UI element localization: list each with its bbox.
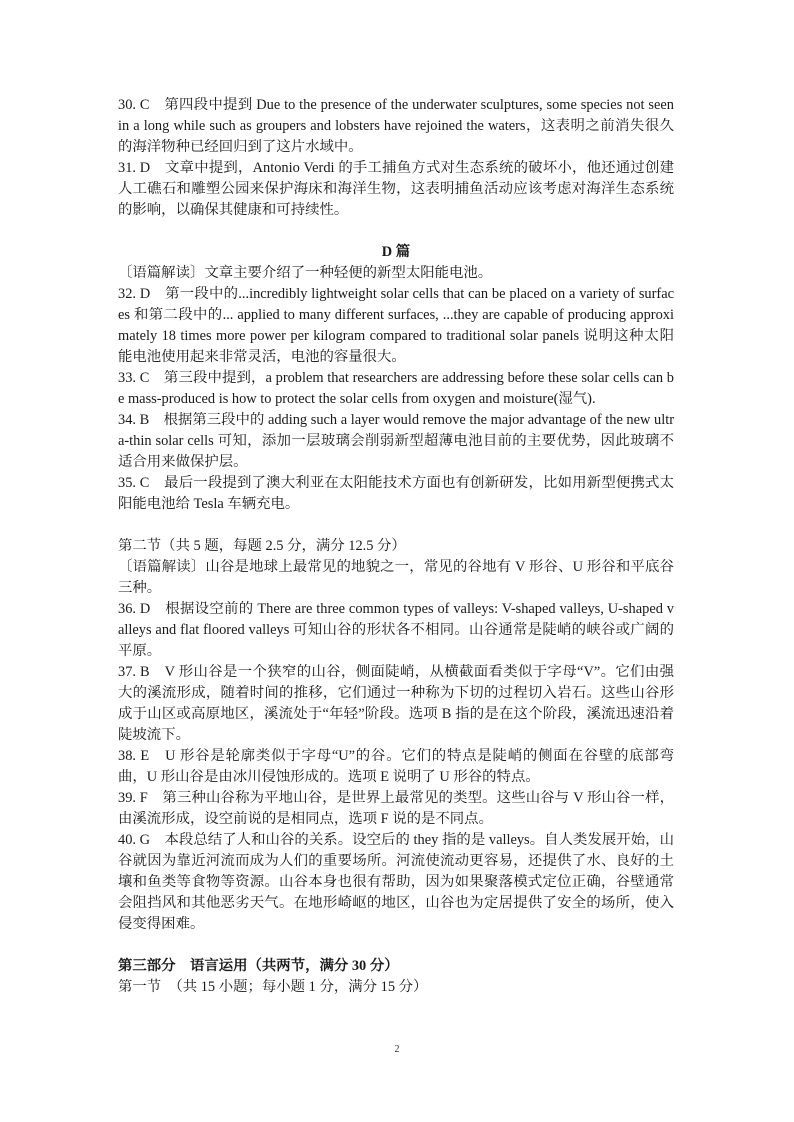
part-three-title: 第三部分 语言运用（共两节，满分 30 分） — [118, 958, 399, 974]
section-d-heading: D 篇 — [381, 244, 411, 260]
answer-38: 38. E U 形谷是轮廓类似于字母“U”的谷。它们的特点是陡峭的侧面在谷壁的底部弯曲，U 形山谷是由冰川侵蚀形成的。选项 E 说明了 U 形谷的特点。 — [118, 748, 674, 785]
answer-36: 36. D 根据设空前的 There are three common types of valleys: V-shaped valleys, U-shaped valleys and flat floored valleys 可知山谷的形状各不相同。山谷通常是陡峭的峡谷或广阔的平原。 — [118, 601, 674, 659]
section-d-intro: 〔语篇解读〕文章主要介绍了一种轻便的新型太阳能电池。 — [118, 265, 493, 281]
page-number: 2 — [394, 1044, 400, 1055]
answer-33: 33. C 第三段中提到，a problem that researchers are addressing before these solar cells can be mass-produced is how to protect the solar cells from oxygen and moisture(湿气). — [118, 370, 674, 407]
answer-34: 34. B 根据第三段中的 adding such a layer would remove the major advantage of the new ultra-thin solar cells 可知，添加一层玻璃会削弱新型超薄电池目前的主要优势，因此玻璃不适合用来做保护层。 — [118, 412, 674, 470]
answer-30: 30. C 第四段中提到 Due to the presence of the underwater sculptures, some species not seen in a long while such as groupers and lobsters have rejoined the waters，这表明之前消失很久的海洋物种已经回归到了这片水域中。 — [118, 97, 674, 155]
section-two-title: 第二节（共 5 题，每题 2.5 分，满分 12.5 分） — [118, 538, 406, 554]
answer-39: 39. F 第三种山谷称为平地山谷，是世界上最常见的类型。这些山谷与 V 形山谷一样，由溪流形成，设空前说的是相同点，选项 F 说的是不同点。 — [118, 790, 674, 827]
answer-32: 32. D 第一段中的...incredibly lightweight solar cells that can be placed on a variety of surfaces 和第二段中的... applied to many different surfaces, ...they are capable of producing approximately 18 times more power per kilogram compared to traditional solar panels 说明这种太阳能电池使用起来非常灵活，电池的容量很大。 — [118, 286, 674, 365]
answer-37: 37. B V 形山谷是一个狭窄的山谷，侧面陡峭，从横截面看类似于字母“V”。它们由强大的溪流形成，随着时间的推移，它们通过一种称为下切的过程切入岩石。这些山谷形成于山区或高原地区，溪流处于“年轻”阶段。选项 B 指的是在这个阶段，溪流迅速沿着陡坡流下。 — [118, 664, 674, 743]
section-two-intro: 〔语篇解读〕山谷是地球上最常见的地貌之一，常见的谷地有 V 形谷、U 形谷和平底谷三种。 — [118, 559, 674, 596]
answer-31: 31. D 文章中提到，Antonio Verdi 的手工捕鱼方式对生态系统的破坏小，他还通过创建人工礁石和雕塑公园来保护海床和海洋生物，这表明捕鱼活动应该考虑对海洋生态系统的影响，以确保其健康和可持续性。 — [118, 160, 674, 218]
answer-35: 35. C 最后一段提到了澳大利亚在太阳能技术方面也有创新研发，比如用新型便携式太阳能电池给 Tesla 车辆充电。 — [118, 475, 674, 512]
answer-40: 40. G 本段总结了人和山谷的关系。设空后的 they 指的是 valleys。自人类发展开始，山谷就因为靠近河流而成为人们的重要场所。河流使流动更容易，还提供了水、良好的土壤和鱼类等食物等资源。山谷本身也很有帮助，因为如果聚落模式定位正确，谷壁通常会阻挡风和其他恶劣天气。在地形崎岖的地区，山谷也为定居提供了安全的场所，使入侵变得困难。 — [118, 832, 674, 932]
part-three-subtitle: 第一节 （共 15 小题；每小题 1 分，满分 15 分） — [118, 979, 428, 995]
answer-key-content — [118, 95, 674, 998]
